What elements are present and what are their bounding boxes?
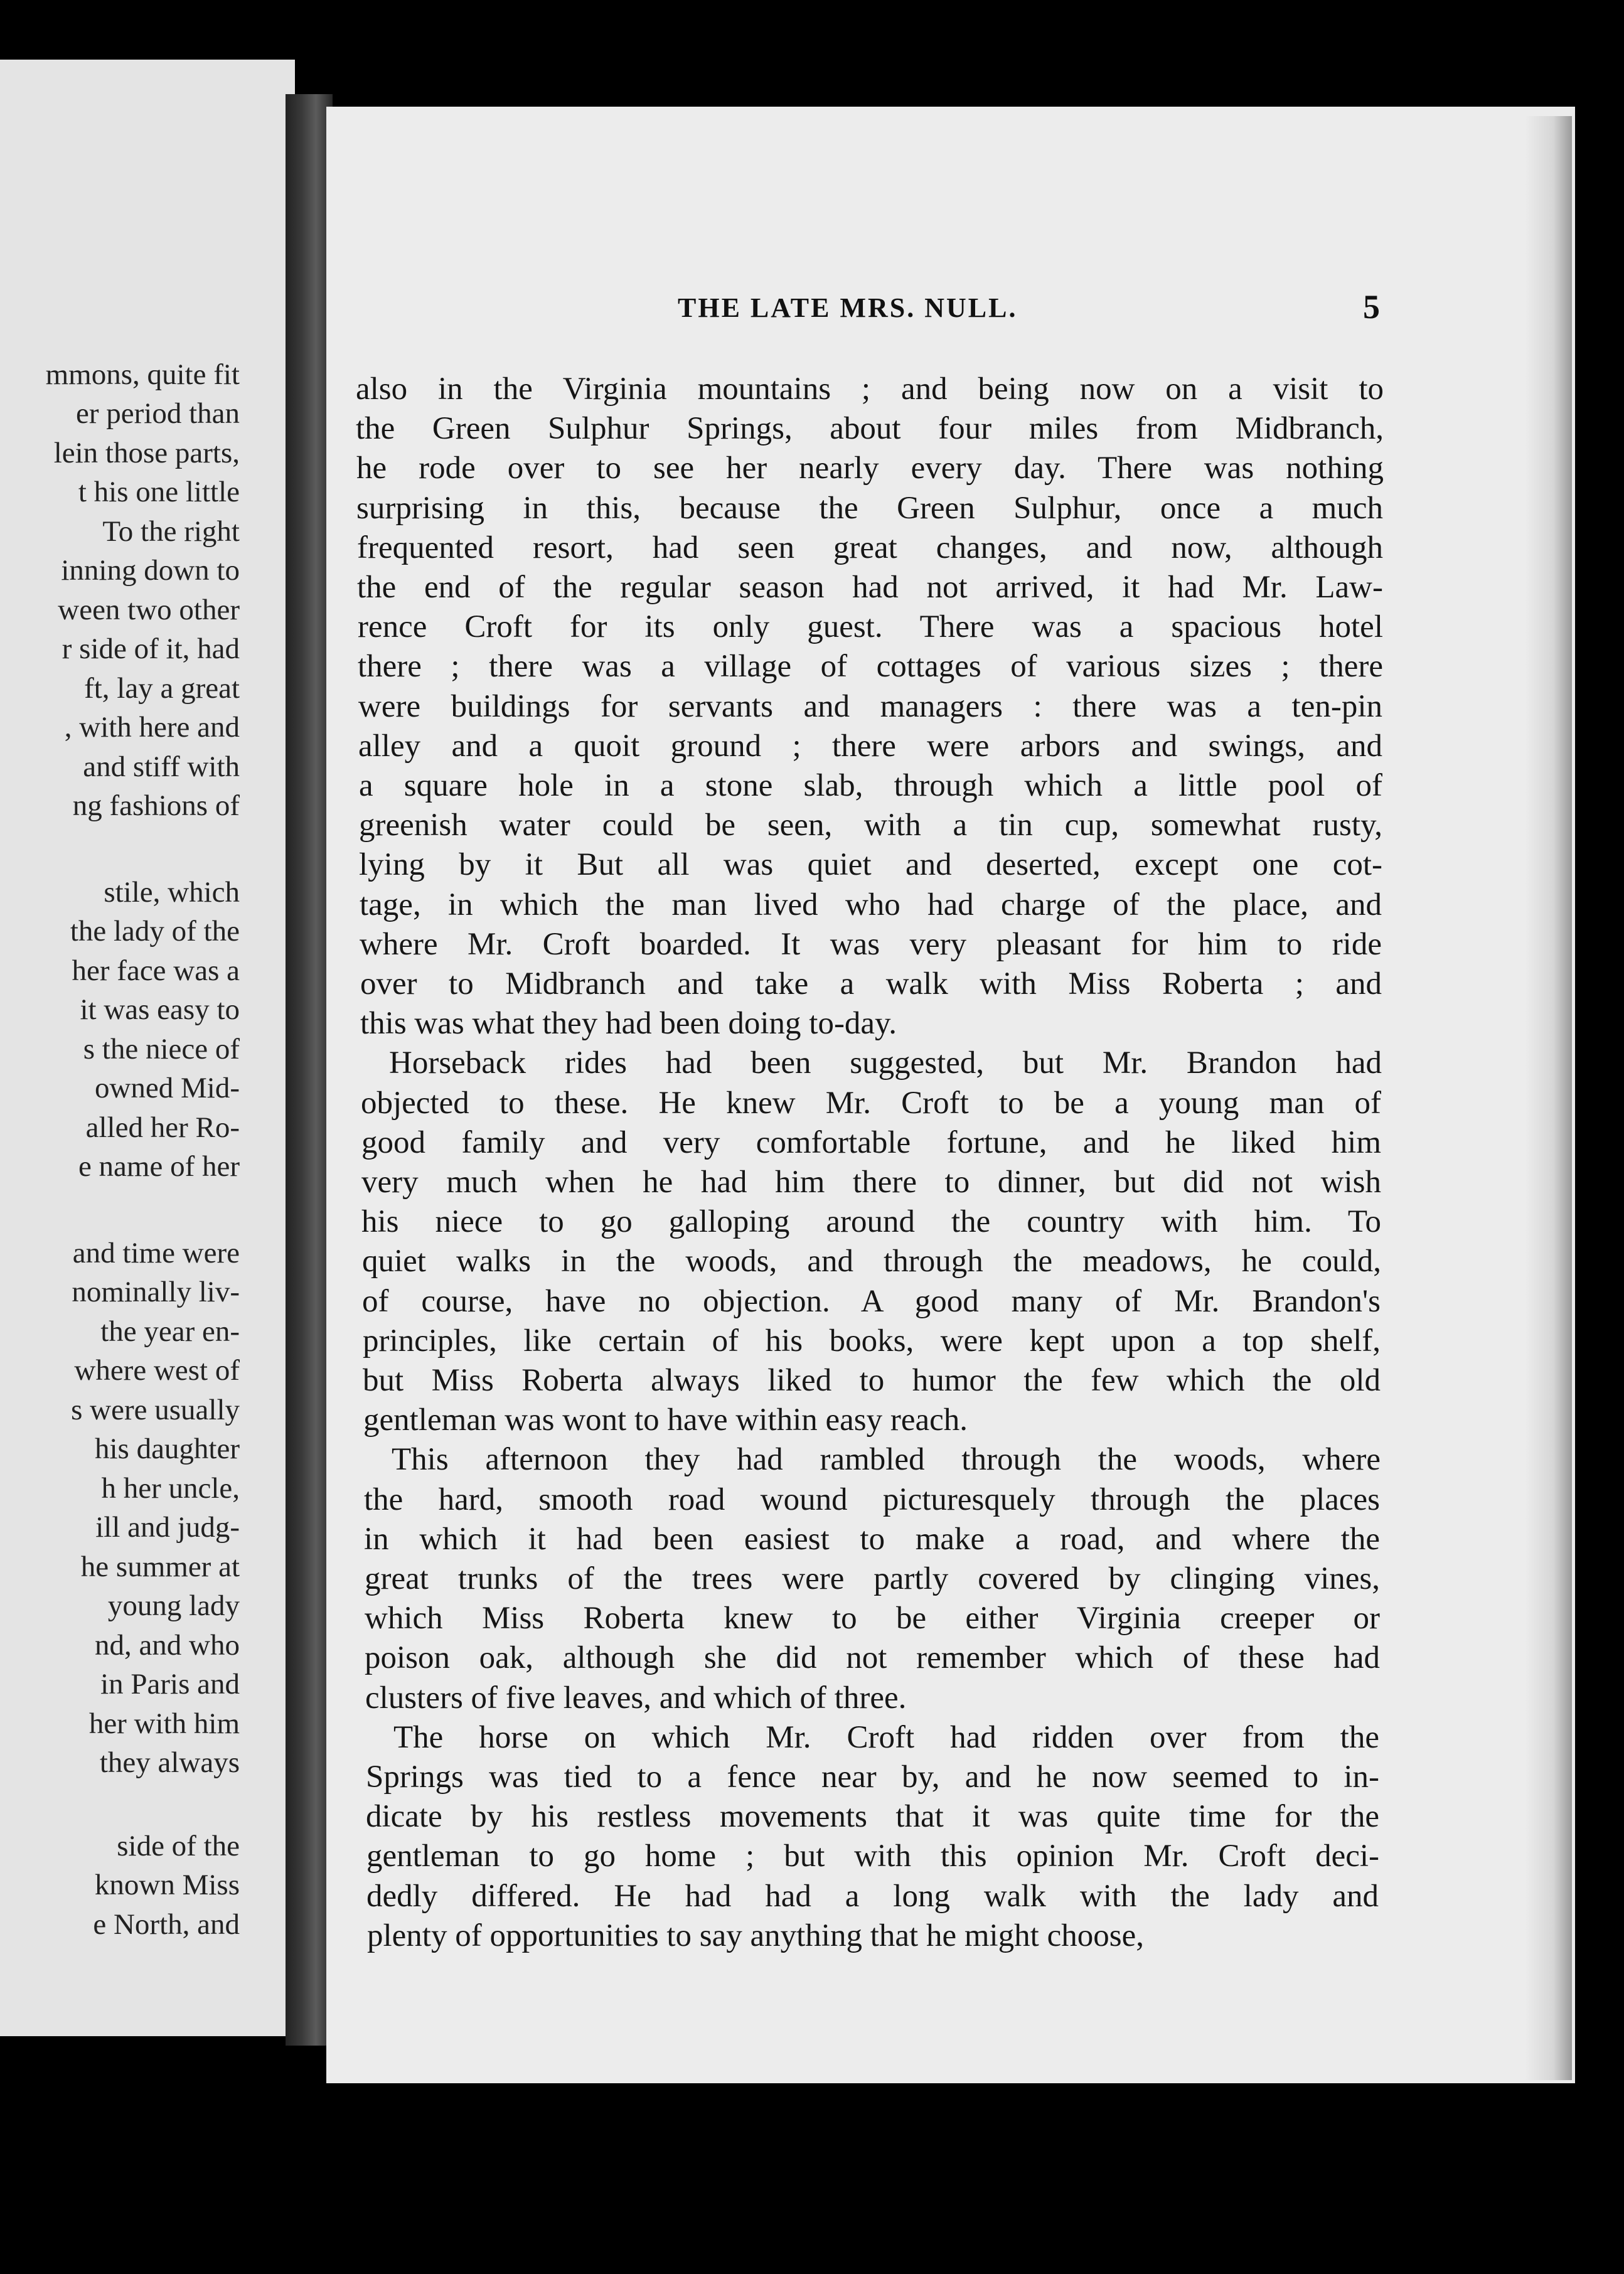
left-page-line: lein those parts, (53, 437, 240, 469)
left-page-line: er period than (75, 397, 240, 430)
body-text-line: alley and a quoit ground ; there were arbors and swings, and (358, 728, 1382, 764)
body-text-line: the Green Sulphur Springs, about four miles from Midbranch, (356, 411, 1384, 447)
left-page-line: ween two other (58, 594, 240, 626)
left-page-line: alled her Ro- (85, 1111, 240, 1144)
body-text-line: this was what they had been doing to-day. (360, 1006, 897, 1042)
left-page-line: nd, and who (94, 1629, 240, 1662)
left-page-line: mmons, quite fit (45, 358, 240, 391)
body-text-line: This afternoon they had rambled through the woods, where (392, 1442, 1381, 1478)
body-text-line: dedly differed. He had had a long walk with the lady and (366, 1878, 1379, 1914)
left-page-line: and time were (72, 1237, 240, 1269)
left-page-line: the lady of the (70, 915, 240, 948)
body-text-line: rence Croft for its only guest. There was a spacious hotel (358, 609, 1383, 645)
left-page-line: e North, and (93, 1908, 240, 1941)
left-page-line: s were usually (71, 1394, 240, 1426)
body-text-line: in which it had been easiest to make a road, and where the (364, 1521, 1380, 1557)
body-text-line: surprising in this, because the Green Sulphur, once a much (356, 490, 1383, 526)
left-page-line: , with here and (64, 711, 240, 744)
body-text-line: plenty of opportunities to say anything that he might choose, (367, 1918, 1144, 1953)
left-page-line: he summer at (80, 1551, 240, 1583)
left-page-line: owned Mid- (94, 1072, 240, 1104)
left-page-line: they always (99, 1746, 240, 1779)
page-number: 5 (1363, 288, 1380, 326)
left-page-line: ft, lay a great (84, 672, 240, 705)
left-page-line: ill and judg- (95, 1511, 240, 1544)
body-text-line: The horse on which Mr. Croft had ridden over from the (393, 1719, 1379, 1755)
body-text-line: tage, in which the man lived who had charge of the place, and (360, 887, 1382, 922)
left-page-line: h her uncle, (101, 1472, 240, 1505)
body-text-line: gentleman to go home ; but with this opinion Mr. Croft deci- (366, 1839, 1379, 1874)
body-text-line: but Miss Roberta always liked to humor the few which the old (363, 1363, 1381, 1398)
left-page-line: in Paris and (100, 1668, 240, 1700)
body-text-line: poison oak, although she did not remember which of these had (365, 1640, 1380, 1676)
body-text-line: of course, have no objection. A good many of Mr. Brandon's (362, 1283, 1381, 1319)
left-page-line: e name of her (78, 1150, 240, 1183)
left-page-line: stile, which (104, 876, 240, 909)
body-text-line: which Miss Roberta knew to be either Virginia creeper or (365, 1601, 1380, 1636)
body-text-line: gentleman was wont to have within easy reach. (363, 1402, 968, 1438)
left-page (0, 60, 295, 2036)
left-page-line: his daughter (94, 1433, 240, 1465)
body-text-line: Horseback rides had been suggested, but Mr. Brandon had (389, 1045, 1382, 1081)
body-text-line: also in the Virginia mountains ; and being now on a visit to (356, 371, 1384, 407)
left-page-line: her with him (88, 1707, 240, 1740)
body-text-line: his niece to go galloping around the country with him. To (361, 1204, 1381, 1240)
left-page-line: the year en- (100, 1315, 240, 1348)
body-text-line: clusters of five leaves, and which of three. (365, 1680, 907, 1716)
left-page-line: s the niece of (83, 1033, 240, 1065)
body-text-line: very much when he had him there to dinner, but did not wish (361, 1165, 1381, 1200)
body-text-line: greenish water could be seen, with a tin cup, somewhat rusty, (359, 808, 1382, 843)
left-page-line: nominally liv- (72, 1276, 240, 1308)
running-head: THE LATE MRS. NULL. (678, 292, 1018, 323)
left-page-line: t his one little (78, 476, 240, 508)
body-text-line: were buildings for servants and managers : there was a ten-pin (358, 688, 1382, 724)
left-page-line: where west of (74, 1354, 240, 1387)
left-page-line: ng fashions of (72, 789, 240, 822)
left-page-line: it was easy to (80, 993, 240, 1026)
body-text-line: objected to these. He knew Mr. Croft to be a young man of (361, 1085, 1381, 1121)
body-text-line: there ; there was a village of cottages of various sizes ; there (358, 649, 1383, 685)
body-text-line: great trunks of the trees were partly covered by clinging vines, (365, 1561, 1380, 1596)
body-text-line: good family and very comfortable fortune, and he liked him (361, 1124, 1381, 1160)
body-text-line: lying by it But all was quiet and deserted, except one cot- (359, 847, 1382, 883)
left-page-line: known Miss (94, 1869, 240, 1901)
body-text-line: quiet walks in the woods, and through the meadows, he could, (362, 1244, 1381, 1279)
body-text-line: dicate by his restless movements that it was quite time for the (366, 1799, 1379, 1835)
body-text-line: Springs was tied to a fence near by, and he now seemed to in- (366, 1759, 1379, 1795)
body-text-line: the end of the regular season had not arrived, it had Mr. Law- (357, 570, 1383, 605)
body-text-line: over to Midbranch and take a walk with Miss Roberta ; and (360, 966, 1382, 1001)
left-page-line: side of the (117, 1830, 240, 1862)
left-page-line: inning down to (61, 554, 240, 587)
left-page-line: young lady (107, 1589, 240, 1622)
left-page-line: and stiff with (83, 750, 240, 783)
left-page-line: r side of it, had (61, 633, 240, 665)
body-text-line: the hard, smooth road wound picturesquely through the places (364, 1481, 1380, 1517)
body-text-line: where Mr. Croft boarded. It was very pleasant for him to ride (360, 926, 1382, 962)
left-page-line: her face was a (72, 954, 240, 987)
body-text-line: he rode over to see her nearly every day. There was nothing (356, 451, 1384, 486)
left-page-line: To the right (102, 515, 240, 548)
body-text-line: principles, like certain of his books, were kept upon a top shelf, (363, 1323, 1381, 1359)
page-edge (1525, 116, 1572, 2080)
book-gutter (286, 94, 333, 2046)
body-text-line: frequented resort, had seen great changes, and now, although (357, 530, 1383, 565)
body-text-line: a square hole in a stone slab, through which a little pool of (359, 768, 1382, 803)
